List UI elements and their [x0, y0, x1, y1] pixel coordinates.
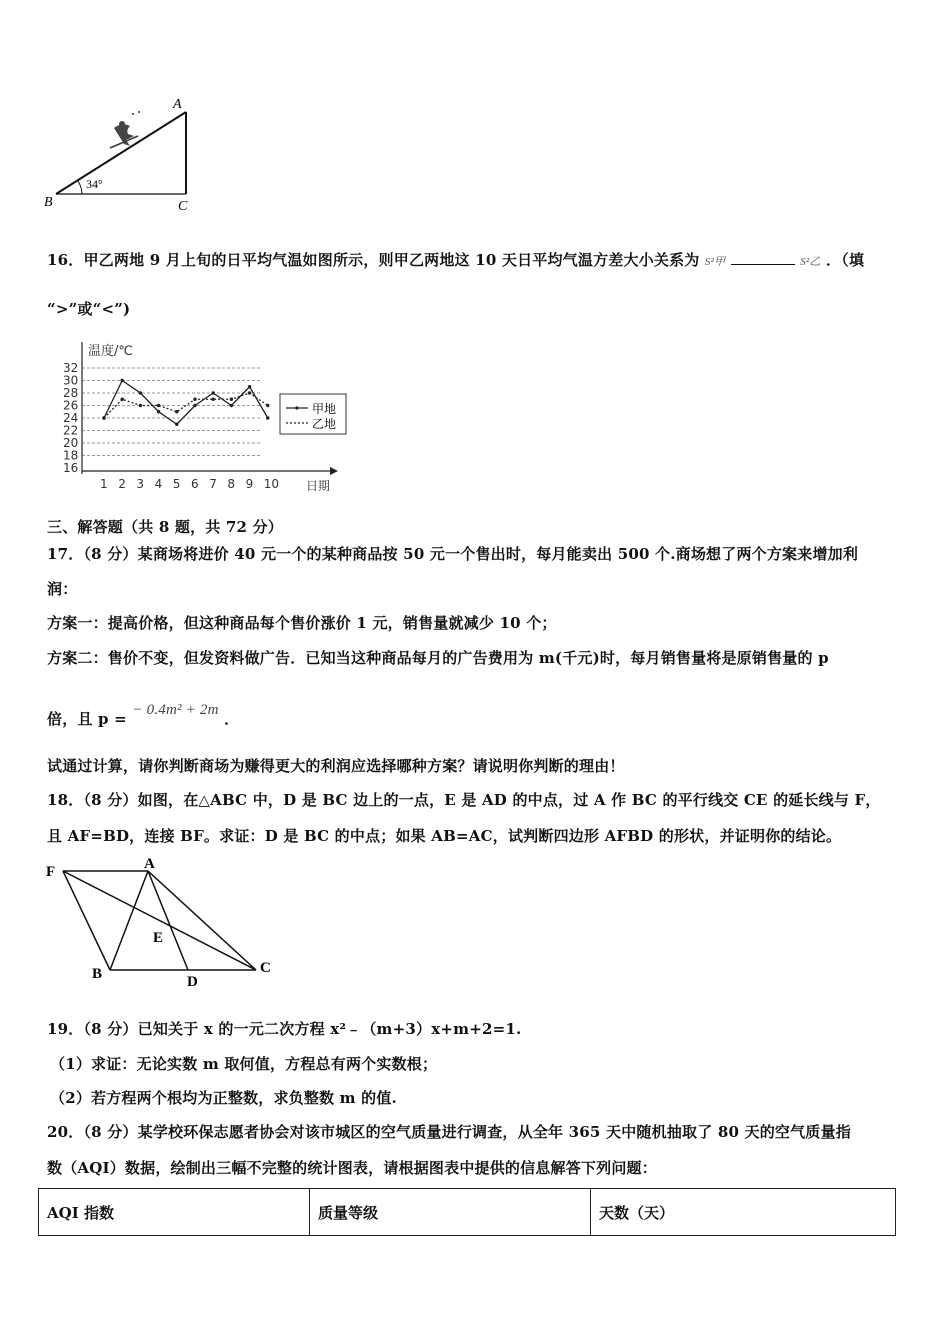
data-point-jia: [157, 410, 160, 413]
data-point-jia: [248, 385, 251, 388]
q20-line1: 20．（8 分）某学校环保志愿者协会对该市城区的空气质量进行调查，从全年 365 天中随机抽取了 80 天的空气质量指: [47, 1123, 851, 1141]
aqi-table: [38, 1188, 896, 1236]
y-tick-label: 24: [63, 411, 79, 425]
q16-line2: “>”或“<”): [47, 300, 131, 318]
s-jia-symbol: S²甲: [704, 256, 726, 268]
q16-line1: [47, 249, 864, 270]
data-point-jia: [193, 404, 196, 407]
y-tick-label: 22: [63, 423, 79, 438]
data-point-yi: [266, 404, 269, 407]
q18-line1: 18．（8 分）如图，在△ABC 中，D 是 BC 边上的一点，E 是 AD 的中点，过 A 作 BC 的平行线交 CE 的延长线与 F，: [47, 791, 881, 809]
data-point-yi: [212, 398, 215, 401]
q20-line2: 数（AQI）数据，绘制出三幅不完整的统计图表，请根据图表中提供的信息解答下列问题：: [47, 1159, 657, 1177]
q17-line5: [47, 702, 240, 729]
data-point-jia: [266, 416, 269, 419]
label-d: D: [187, 974, 198, 990]
q19-line1: 19．（8 分）已知关于 x 的一元二次方程 x²﹣（m+3）x+m+2=1.: [47, 1020, 522, 1038]
legend-label-jia: 甲地: [312, 402, 337, 416]
data-point-yi: [175, 410, 178, 413]
parallelogram-figure: [40, 852, 290, 992]
temperature-line-chart: [60, 338, 350, 496]
x-tick-label: 8: [227, 477, 236, 491]
formula: − 0.4m² + 2m: [132, 702, 219, 718]
q17-plan1: 方案一：提高价格，但这种商品每个售价涨价 1 元，销售量就减少 10 个；: [47, 614, 557, 632]
x-tick-label: 4: [154, 477, 163, 491]
data-point-jia: [121, 379, 124, 382]
q17-line2: 润：: [47, 580, 78, 598]
data-point-yi: [121, 398, 124, 401]
x-tick-label: 3: [136, 477, 145, 491]
label-a: A: [173, 97, 182, 112]
s-yi-symbol: S²乙: [800, 256, 821, 268]
label-b: B: [44, 195, 53, 210]
header-aqi: AQI 指数: [39, 1189, 310, 1236]
q17-line1: 17．（8 分）某商场将进价 40 元一个的某种商品按 50 元一个售出时，每月能卖出 500 个.商场想了两个方案来增加利: [47, 545, 859, 563]
data-point-jia: [230, 404, 233, 407]
y-tick-label: 26: [63, 398, 79, 413]
q19-part2: （2）若方程两个根均为正整数，求负整数 m 的值.: [50, 1089, 397, 1107]
x-tick-label: 5: [172, 477, 181, 491]
data-point-jia: [212, 391, 215, 394]
header-quality: 质量等级: [310, 1189, 591, 1236]
label-c: C: [178, 199, 188, 214]
legend-marker-jia: [295, 406, 298, 409]
x-tick-label: 9: [245, 477, 254, 491]
y-tick-label: 18: [63, 448, 79, 463]
q17-plan2: 方案二：售价不变，但发资料做广告．已知当这种商品每月的广告费用为 m(千元)时，每月销售量将是原销售量的 p: [47, 649, 829, 667]
data-point-yi: [139, 404, 142, 407]
data-point-yi: [248, 391, 251, 394]
answer-blank[interactable]: [731, 250, 795, 265]
angle-label: 34°: [86, 177, 103, 191]
section-title: 三、解答题（共 8 题，共 72 分）: [47, 518, 284, 536]
x-axis-label: 日期: [306, 479, 331, 493]
y-tick-label: 28: [63, 386, 79, 400]
label-c2: C: [260, 960, 271, 976]
q16-text-post: ．（填: [826, 251, 865, 269]
q18-line2: 且 AF=BD，连接 BF。求证：D 是 BC 的中点；如果 AB=AC，试判断四边形 AFBD 的形状，并证明你的结论。: [47, 827, 842, 845]
q17-question: 试通过计算，请你判断商场为赚得更大的利润应选择哪种方案？请说明你判断的理由！: [47, 757, 625, 775]
y-tick-label: 32: [63, 361, 79, 375]
y-tick-label: 30: [63, 373, 79, 388]
data-point-yi: [230, 398, 233, 401]
q17-line5-post: ．: [224, 710, 240, 728]
q16-text-pre: 16．甲乙两地 9 月上旬的日平均气温如图所示，则甲乙两地这 10 天日平均气温方差大小关系为: [47, 251, 700, 269]
label-f: F: [46, 864, 56, 880]
x-tick-label: 6: [191, 477, 199, 491]
x-tick-label: 7: [209, 477, 217, 491]
data-point-jia: [175, 423, 178, 426]
header-days: 天数（天）: [591, 1189, 896, 1236]
x-tick-label: 2: [118, 477, 126, 491]
x-tick-label: 1: [100, 477, 108, 491]
x-axis-arrow: [330, 467, 338, 475]
table-header-row: [39, 1189, 896, 1236]
data-point-yi: [102, 416, 105, 419]
x-tick-label: 10: [263, 477, 280, 491]
label-b2: B: [92, 966, 103, 982]
legend-label-yi: 乙地: [312, 417, 337, 431]
q19-part1: （1）求证：无论实数 m 取何值，方程总有两个实数根；: [50, 1055, 438, 1073]
label-e: E: [153, 930, 164, 946]
q17-line5-pre: 倍，且 p =: [47, 710, 127, 728]
skier-icon: [110, 111, 140, 148]
y-axis-label: 温度/℃: [88, 344, 133, 359]
slope-triangle-figure: [40, 90, 200, 220]
y-tick-label: 16: [63, 461, 79, 475]
data-point-yi: [157, 404, 160, 407]
data-point-jia: [139, 391, 142, 394]
label-a2: A: [144, 856, 155, 872]
data-point-yi: [193, 398, 196, 401]
y-tick-label: 20: [63, 436, 79, 450]
